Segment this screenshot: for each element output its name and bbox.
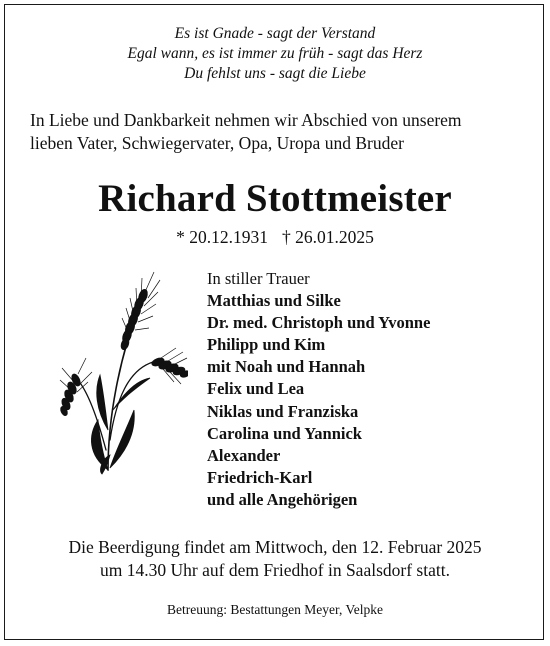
life-dates — [0, 226, 550, 248]
mourner-name: und alle Angehörigen — [207, 489, 358, 509]
mourner-name: mit Noah und Hannah — [207, 357, 366, 377]
intro-line-1: In Liebe und Dankbarkeit nehmen wir Abschied von unserem — [30, 110, 462, 130]
deceased-name: Richard Stottmeister — [98, 177, 452, 220]
death-date: † 26.01.2025 — [282, 227, 374, 247]
mourner-name: Alexander — [207, 445, 281, 465]
mourner-name: Carolina und Yannick — [207, 423, 362, 443]
quote-line-3: Du fehlst uns - sagt die Liebe — [184, 65, 366, 82]
intro-text — [30, 109, 530, 155]
wheat-icon — [58, 270, 188, 475]
mourner-name: Felix und Lea — [207, 379, 305, 399]
funeral-notice — [0, 536, 550, 582]
mourners-list — [207, 268, 527, 511]
funeral-home-credit: Betreuung: Bestattungen Meyer, Velpke — [167, 602, 383, 617]
mourner-name: Dr. med. Christoph und Yvonne — [207, 313, 431, 333]
mourners-lead: In stiller Trauer — [207, 269, 310, 288]
mourner-name: Philipp und Kim — [207, 335, 326, 355]
birth-date: * 20.12.1931 — [176, 227, 268, 247]
mourner-name: Matthias und Silke — [207, 291, 341, 311]
funeral-line-2: um 14.30 Uhr auf dem Friedhof in Saalsdorf statt. — [100, 560, 450, 580]
mourner-name: Friedrich-Karl — [207, 467, 313, 487]
quote-line-1: Es ist Gnade - sagt der Verstand — [174, 25, 376, 42]
intro-line-2: lieben Vater, Schwiegervater, Opa, Uropa und Bruder — [30, 133, 404, 153]
quote-line-2: Egal wann, es ist immer zu früh - sagt das Herz — [127, 45, 423, 62]
mourner-name: Niklas und Franziska — [207, 401, 359, 421]
funeral-line-1: Die Beerdigung findet am Mittwoch, den 12. Februar 2025 — [68, 537, 482, 557]
